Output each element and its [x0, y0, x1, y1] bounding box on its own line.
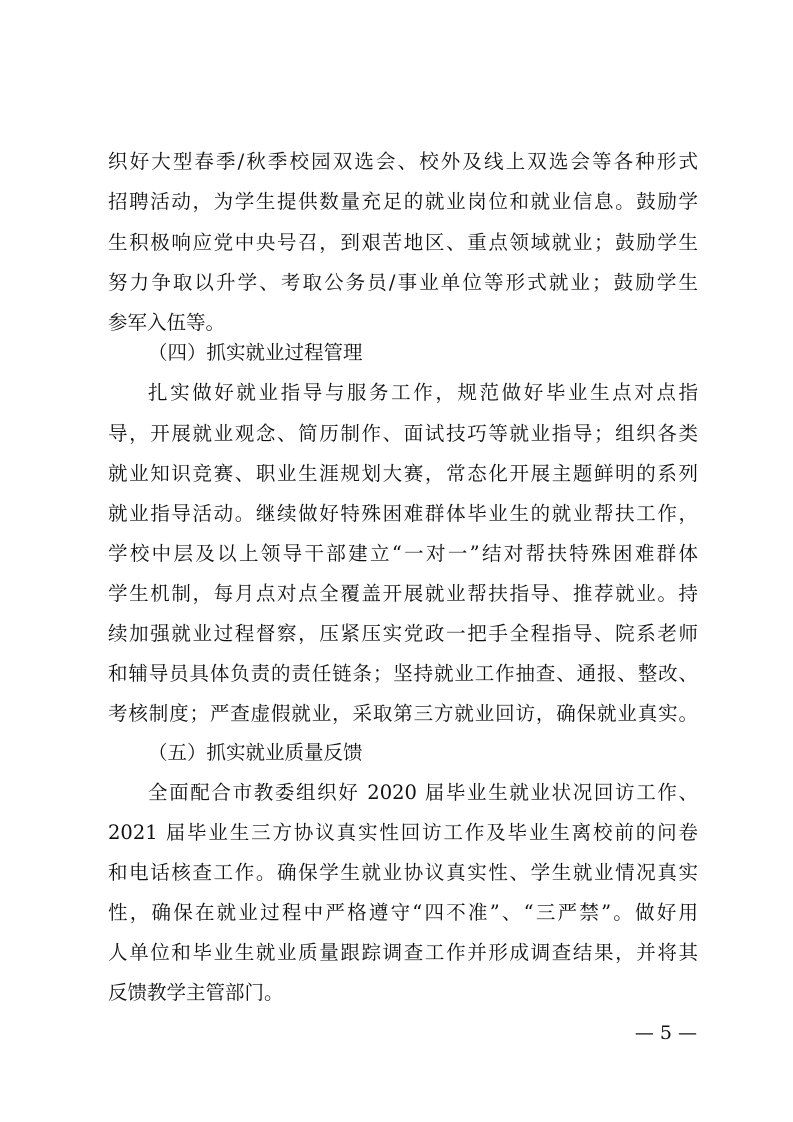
body-text-line: 和辅导员具体负责的责任链条；坚持就业工作抽查、通报、整改、	[108, 662, 698, 685]
body-text-line: 就业指导活动。继续做好特殊困难群体毕业生的就业帮扶工作，	[108, 502, 698, 525]
section-heading-four: （四）抓实就业过程管理	[148, 341, 363, 364]
body-text-line: 扎实做好就业指导与服务工作，规范做好毕业生点对点指	[148, 381, 698, 404]
body-text-line: 织好大型春季/秋季校园双选会、校外及线上双选会等各种形式	[108, 150, 698, 173]
body-text-line: 学校中层及以上领导干部建立“一对一”结对帮扶特殊困难群体	[108, 542, 698, 565]
page-number: — 5 —	[634, 1022, 697, 1044]
section-heading-five: （五）抓实就业质量反馈	[148, 741, 363, 764]
body-text-line: 学生机制，每月点对点全覆盖开展就业帮扶指导、推荐就业。持	[108, 582, 698, 605]
body-text-line: 全面配合市教委组织好 2020 届毕业生就业状况回访工作、	[148, 781, 698, 804]
body-text-line: 和电话核查工作。确保学生就业协议真实性、学生就业情况真实	[108, 861, 698, 884]
body-text-line: 招聘活动，为学生提供数量充足的就业岗位和就业信息。鼓励学	[108, 190, 698, 213]
body-text-line: 考核制度；严查虚假就业，采取第三方就业回访，确保就业真实。	[108, 702, 698, 725]
body-text-line: 续加强就业过程督察，压紧压实党政一把手全程指导、院系老师	[108, 622, 698, 645]
body-text-line: 努力争取以升学、考取公务员/事业单位等形式就业；鼓励学生	[108, 271, 698, 294]
body-text-line: 2021 届毕业生三方协议真实性回访工作及毕业生离校前的问卷	[108, 821, 698, 844]
body-text-line: 就业知识竞赛、职业生涯规划大赛，常态化开展主题鲜明的系列	[108, 462, 698, 485]
body-text-line: 参军入伍等。	[108, 311, 226, 334]
body-text-line: 性，确保在就业过程中严格遵守“四不准”、“三严禁”。做好用	[108, 901, 698, 924]
body-text-line: 反馈教学主管部门。	[108, 981, 284, 1004]
body-text-line: 生积极响应党中央号召，到艰苦地区、重点领域就业；鼓励学生	[108, 231, 698, 254]
body-text-line: 导，开展就业观念、简历制作、面试技巧等就业指导；组织各类	[108, 422, 698, 445]
body-text-line: 人单位和毕业生就业质量跟踪调查工作并形成调查结果，并将其	[108, 941, 698, 964]
